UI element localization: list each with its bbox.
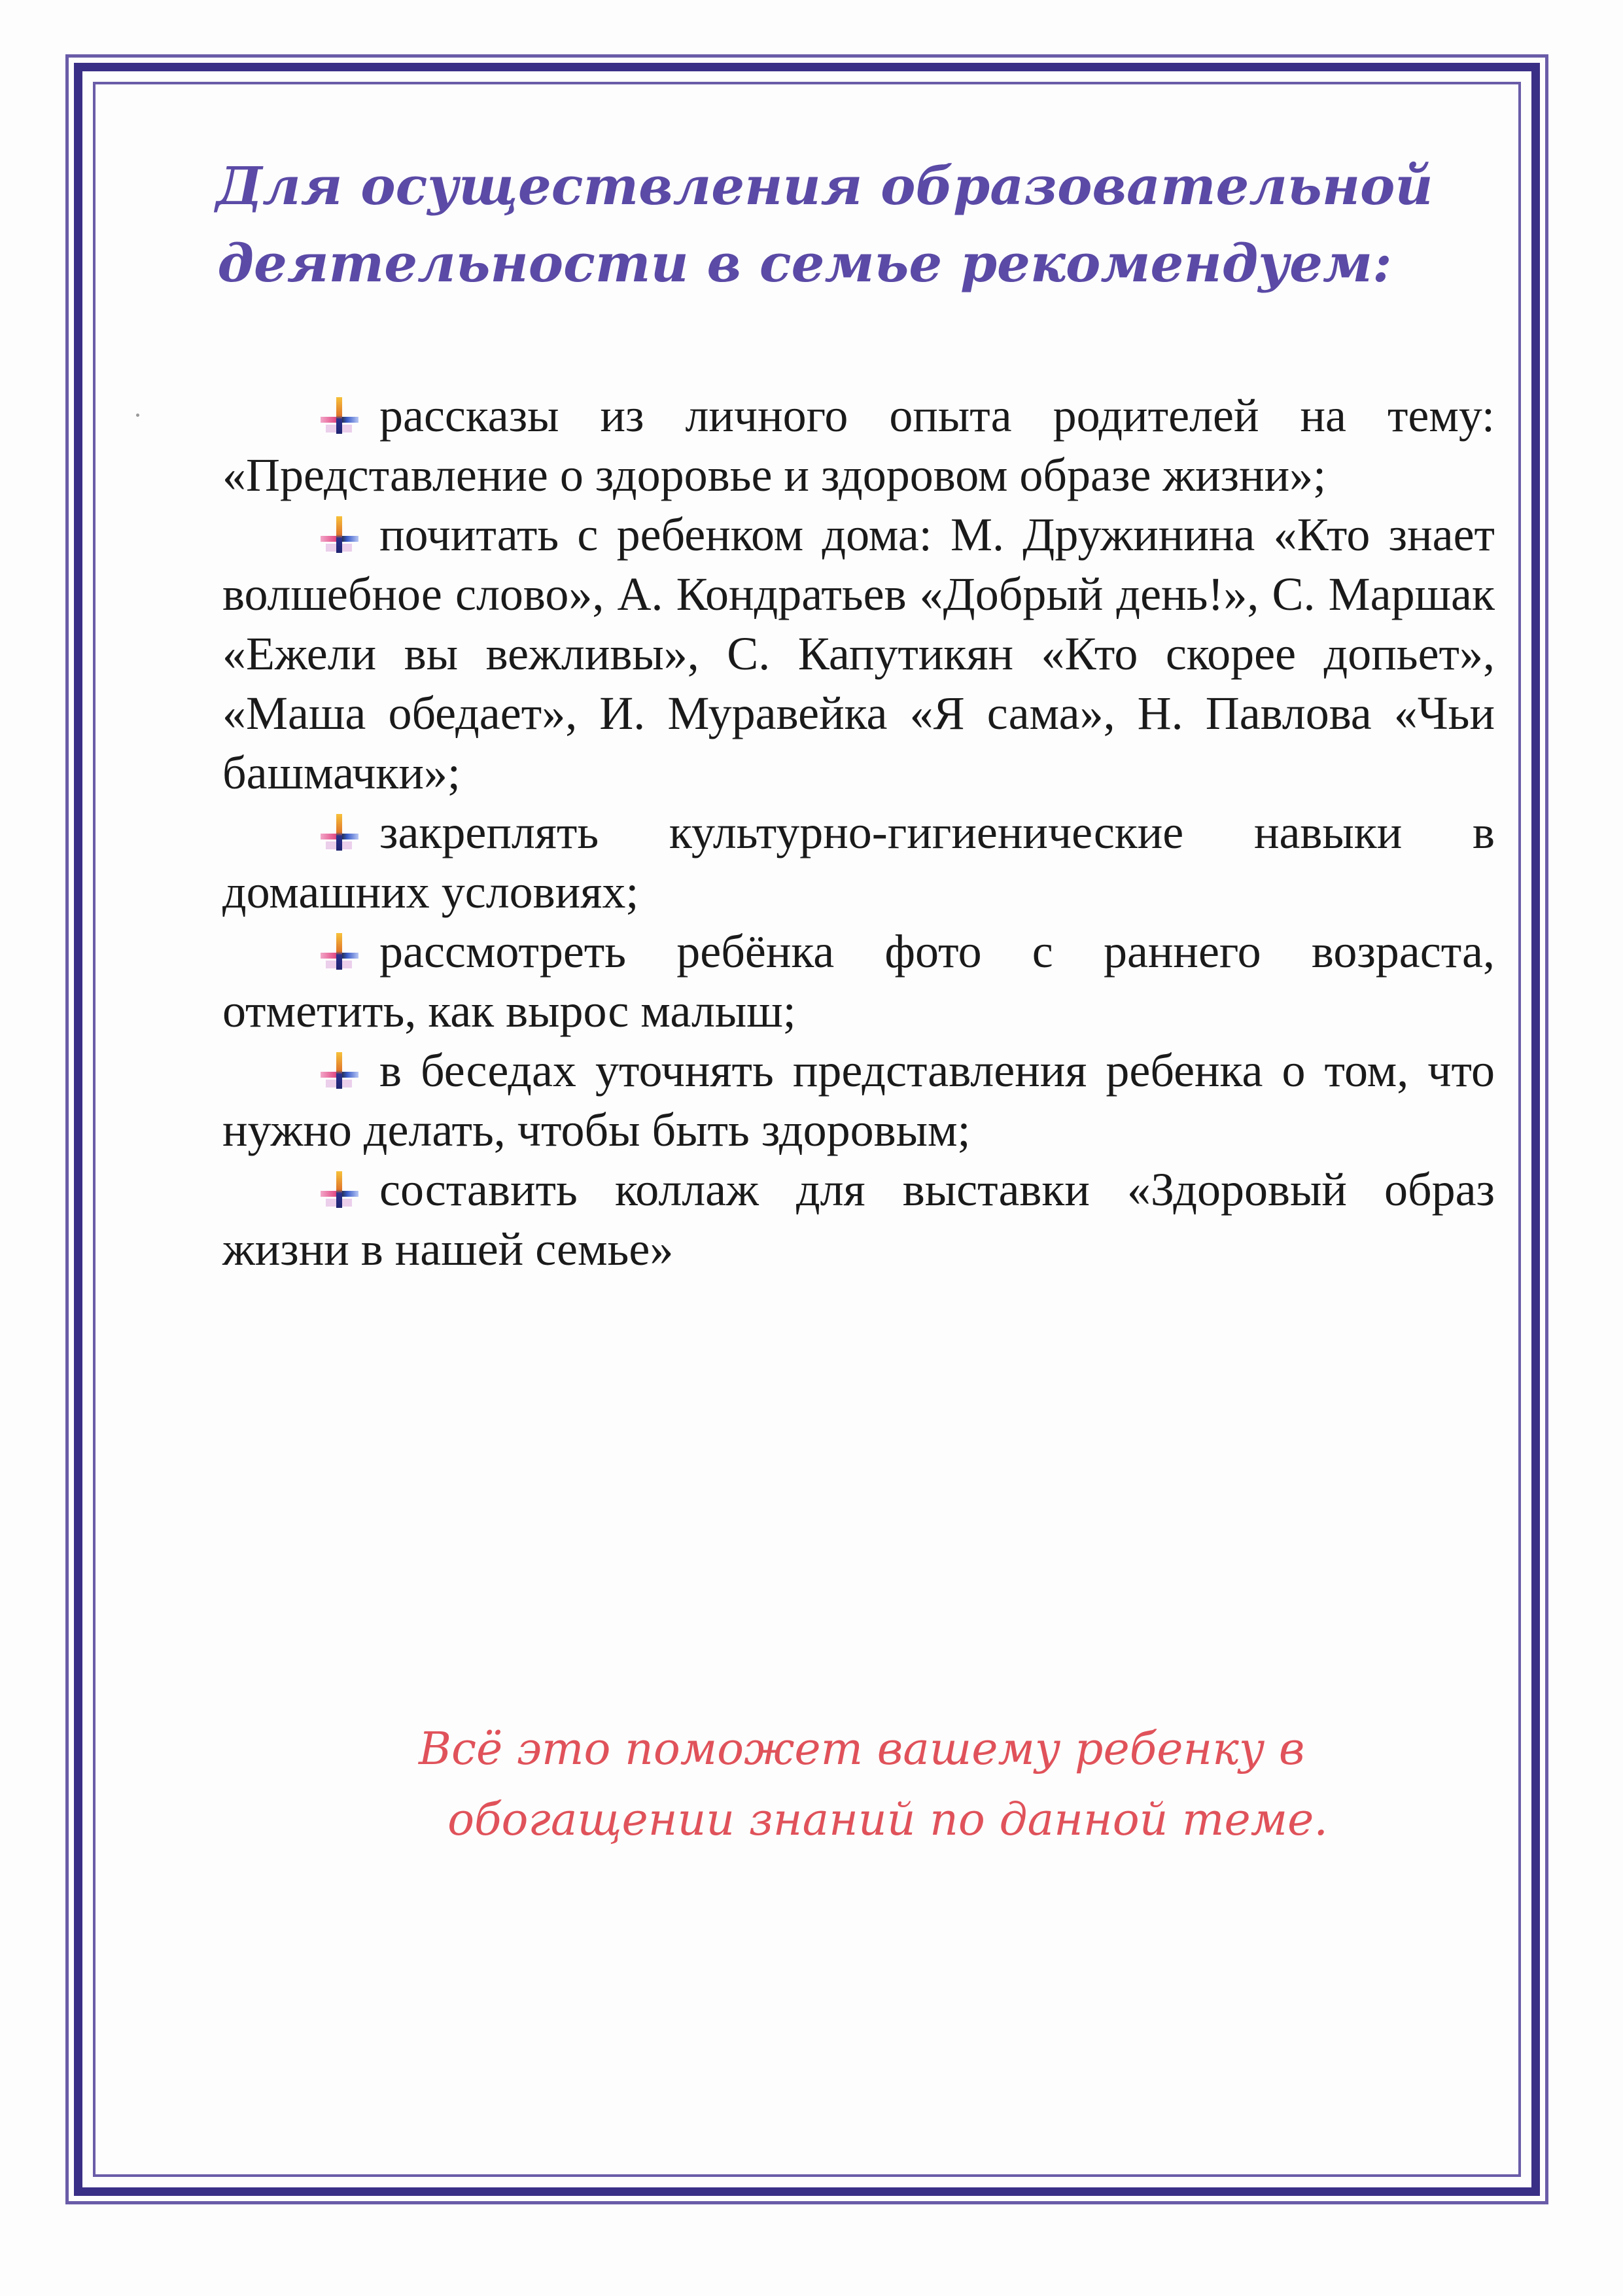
list-item — [222, 922, 1495, 1041]
closing-line-1: Всё это поможет вашему ребенку в — [419, 1723, 1305, 1775]
scan-speck — [136, 414, 139, 417]
list-item — [222, 803, 1495, 922]
list-item-text: рассмотреть ребёнка фото с раннего возраста, отметить, как вырос малыш; — [222, 925, 1495, 1037]
list-item — [222, 1160, 1495, 1279]
list-item-text: в беседах уточнять представления ребенка о том, что нужно делать, чтобы быть здоровым; — [222, 1044, 1495, 1156]
list-item — [222, 1041, 1495, 1160]
page-title — [216, 147, 1433, 302]
list-item-text: закреплять культурно-гигиенические навыки в домашних условиях; — [222, 806, 1495, 918]
list-item-text: почитать с ребенком дома: М. Дружинина «Кто знает волшебное слово», А. Кондратьев «Добрый день!», С. Маршак «Ежели вы вежливы», С. Капутикян «Кто скорее допьет», «Маша обедает», И. Муравейка «Я сама», Н. Павлова «Чьи башмачки»; — [222, 508, 1495, 799]
list-item — [222, 386, 1495, 505]
list-item — [222, 505, 1495, 803]
cross-star-bullet-icon — [321, 933, 365, 970]
cross-star-bullet-icon — [321, 516, 365, 553]
cross-star-bullet-icon — [321, 397, 365, 434]
cross-star-bullet-icon — [321, 1052, 365, 1089]
list-item-text: рассказы из личного опыта родителей на тему: «Представление о здоровье и здоровом образе жизни»; — [222, 389, 1495, 501]
closing-note — [366, 1714, 1413, 1856]
recommendation-list — [222, 386, 1495, 1279]
cross-star-bullet-icon — [321, 1171, 365, 1208]
title-line-1: Для осуществления образовательной — [216, 155, 1433, 217]
closing-line-2: обогащении знаний по данной теме. — [447, 1794, 1328, 1846]
list-item-text: составить коллаж для выставки «Здоровый образ жизни в нашей семье» — [222, 1163, 1495, 1275]
title-line-2: деятельности в семье рекомендуем: — [217, 232, 1392, 294]
cross-star-bullet-icon — [321, 814, 365, 851]
